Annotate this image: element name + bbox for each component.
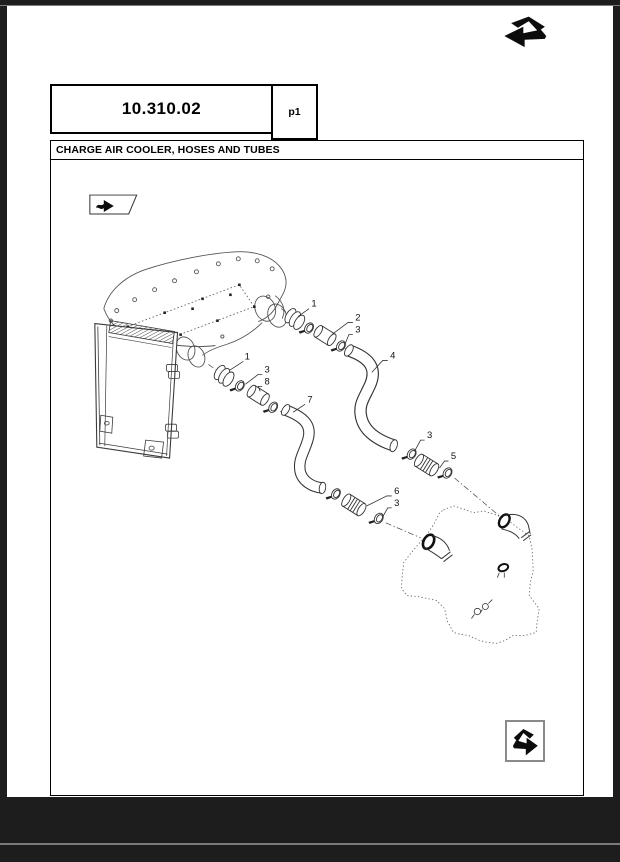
part-6-sleeve <box>340 492 368 517</box>
part-1-coupling-lower <box>211 363 236 388</box>
page-number-box <box>271 84 318 140</box>
engine-drawing <box>402 505 539 642</box>
callout-4: 4 <box>390 349 396 361</box>
diagram-panel <box>50 160 584 796</box>
part-2-sleeve <box>312 324 338 347</box>
section-code-box <box>50 84 273 134</box>
page-number: p1 <box>288 106 301 118</box>
catalog-page <box>7 6 613 797</box>
part-clamp <box>325 485 342 504</box>
part-clamp <box>436 464 453 483</box>
section-code: 10.310.02 <box>121 99 202 118</box>
next-page-button[interactable] <box>505 720 545 762</box>
previous-page-arrow-icon[interactable] <box>499 12 553 49</box>
part-3-clamp <box>368 509 385 528</box>
charge-air-cooler-drawing <box>95 320 180 457</box>
callout-1b: 1 <box>244 350 250 362</box>
callout-3c: 3 <box>426 429 433 441</box>
callout-6: 6 <box>394 485 400 497</box>
callout-5: 5 <box>450 450 457 462</box>
callout-3b: 3 <box>264 363 270 375</box>
hose-7-drawing <box>280 403 327 494</box>
part-clamp <box>262 398 279 417</box>
bottom-frame-divider <box>0 843 620 845</box>
callout-8: 8 <box>264 375 270 387</box>
page-title: CHARGE AIR COOLER, HOSES AND TUBES <box>56 144 280 156</box>
callout-2: 2 <box>355 312 361 324</box>
callout-1a: 1 <box>311 298 317 310</box>
figure-flag-icon[interactable] <box>90 195 137 214</box>
part-5-sleeve <box>413 452 441 477</box>
callout-3a: 3 <box>355 324 361 336</box>
callout-7: 7 <box>307 393 313 405</box>
part-3-clamp <box>401 445 418 464</box>
title-bar <box>50 140 584 160</box>
callout-3d: 3 <box>394 497 400 509</box>
bottom-frame-bar <box>0 797 620 862</box>
parts-diagram <box>51 160 583 795</box>
next-page-arrow-icon <box>509 725 541 757</box>
callout-leaders <box>229 308 448 516</box>
part-1-coupling-upper <box>282 306 307 331</box>
